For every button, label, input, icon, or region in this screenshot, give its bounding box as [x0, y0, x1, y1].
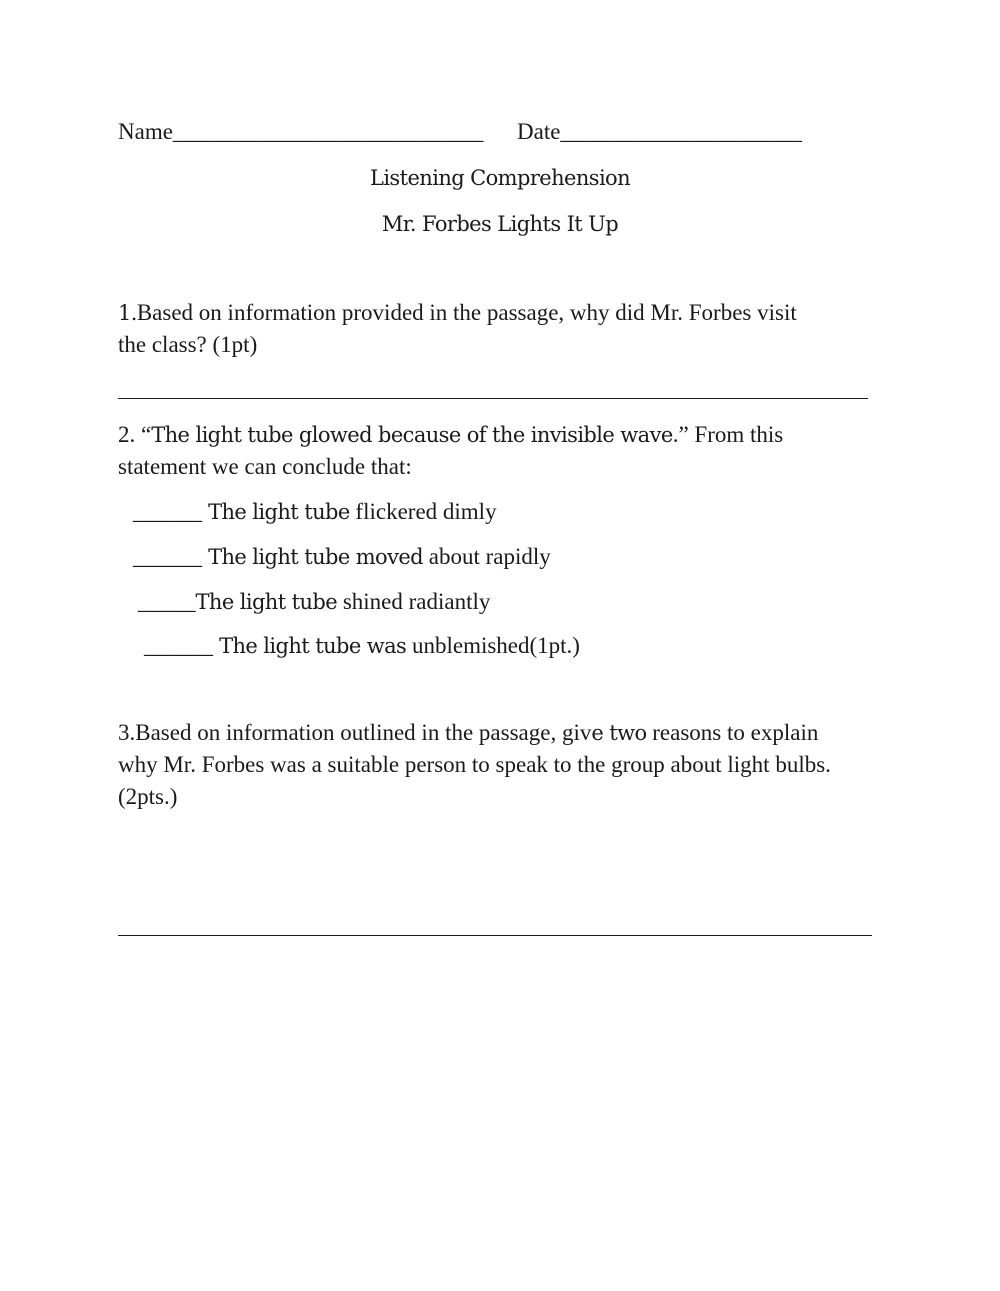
option-2-text: about rapidly: [423, 544, 551, 569]
question-2-line-1: [118, 419, 783, 451]
question-2-suffix: .” From this: [672, 422, 784, 447]
option-1-text: flickered dimly: [349, 499, 497, 524]
question-1-line-2: the class? (1pt): [118, 332, 258, 357]
option-4-blank[interactable]: ______: [144, 633, 213, 658]
name-field-label: Name___________________________: [118, 119, 484, 144]
question-3-emphasis: e two: [591, 721, 647, 745]
question-1-number: 1.: [118, 301, 137, 325]
option-1-bold-text: The light tube: [202, 500, 350, 524]
question-3-line-1: [118, 717, 818, 749]
option-3-blank[interactable]: _____: [138, 589, 196, 614]
question-1-answer-line[interactable]: [118, 398, 868, 399]
option-1-blank[interactable]: ______: [133, 499, 202, 524]
worksheet-title: Listening Comprehension: [369, 166, 631, 190]
question-3-text-a: 3.Based on information outlined in the passage, giv: [118, 720, 592, 745]
question-2-option-1[interactable]: [133, 496, 497, 528]
option-2-bold-text: The light tube moved: [202, 545, 424, 569]
question-3-text-c: reasons to explain: [646, 720, 819, 745]
question-1-text: Based on information provided in the passage, why did Mr. Forbes visit: [136, 300, 797, 325]
worksheet-subtitle: Mr. Forbes Lights It Up: [381, 212, 619, 236]
question-2-option-4[interactable]: [144, 630, 580, 662]
option-2-blank[interactable]: ______: [133, 544, 202, 569]
question-2-line-2: statement we can conclude that:: [118, 454, 412, 479]
question-2-option-3[interactable]: [138, 586, 490, 618]
option-4-text: unblemished(1pt.): [406, 633, 580, 658]
question-2-prefix: 2. “: [118, 422, 152, 447]
question-3-answer-line[interactable]: [118, 935, 872, 936]
question-1-line-1: [118, 297, 797, 329]
question-2-option-2[interactable]: [133, 541, 551, 573]
date-field-label: Date_____________________: [517, 119, 802, 144]
question-2-quote: The light tube glowed because of the invisible wave: [151, 423, 673, 447]
question-3-line-3: (2pts.): [118, 784, 178, 809]
question-3-line-2: why Mr. Forbes was a suitable person to speak to the group about light bulbs.: [118, 752, 831, 777]
option-3-text: shined radiantly: [337, 589, 491, 614]
option-3-bold-text: The light tube: [195, 590, 338, 614]
option-4-bold-text: The light tube was: [213, 634, 407, 658]
